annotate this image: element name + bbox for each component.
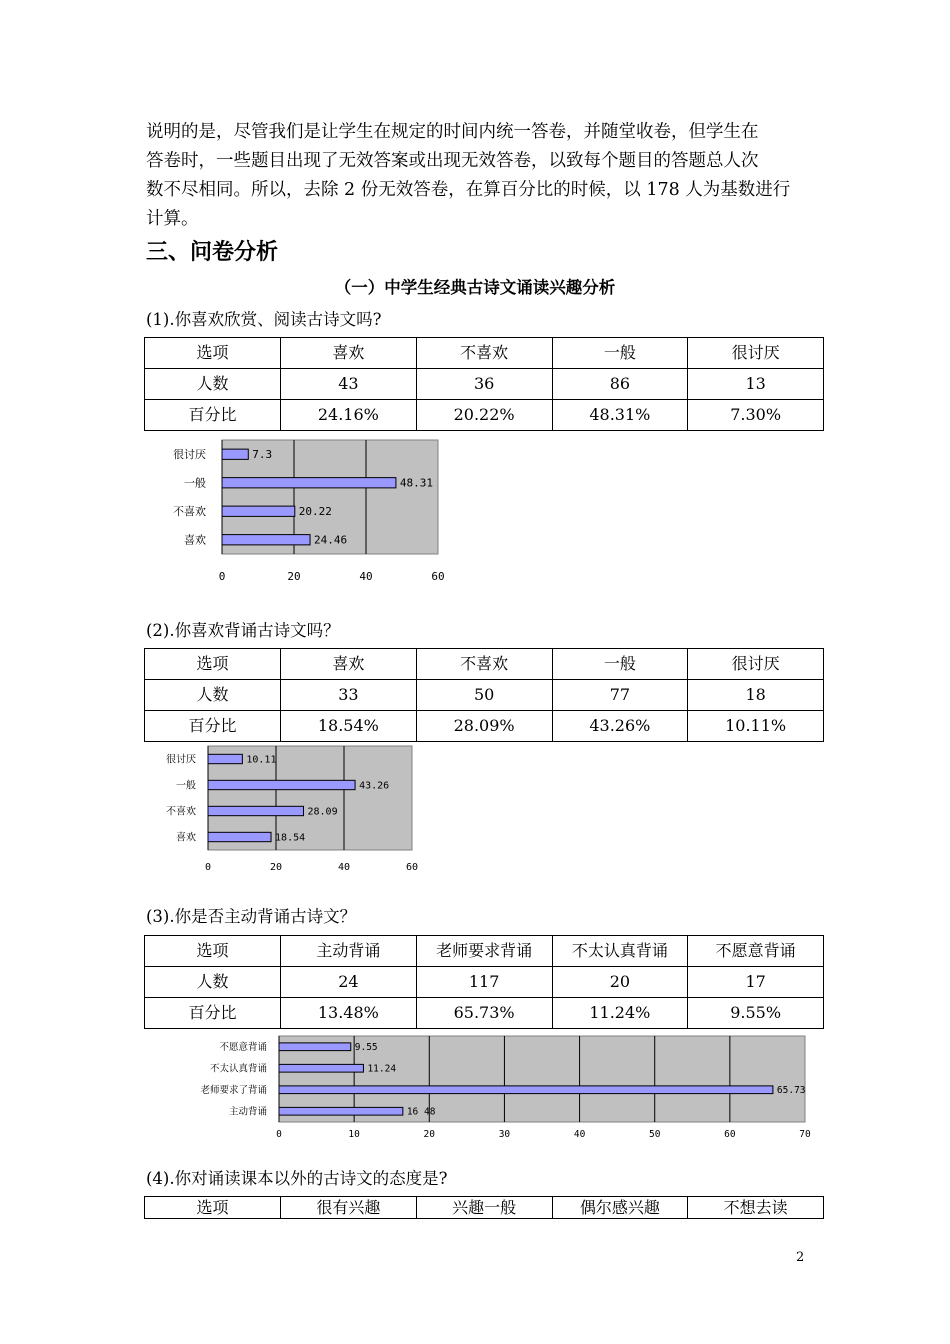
x-tick-label: 40 [359,570,373,583]
table-cell: 43 [281,369,417,400]
x-tick-label: 60 [724,1129,736,1140]
table-cell: 不想去读 [688,1197,824,1219]
x-tick-label: 0 [218,570,226,583]
question-2-table [144,648,824,742]
question-1-table [144,337,824,431]
bar [279,1086,773,1094]
table-row [145,998,824,1029]
table-cell: 48.31% [552,400,688,431]
category-label: 一般 [184,476,206,490]
table-row [145,711,824,742]
intro-line: 答卷时，一些题目出现了无效答案或出现无效答卷，以致每个题目的答题总人次 [146,151,759,171]
table-cell: 50 [416,680,552,711]
page-number: 2 [796,1250,805,1265]
data-label: 10.11 [246,754,277,766]
table-cell: 10.11% [688,711,824,742]
data-label: 11.24 [367,1063,397,1075]
bar [222,478,396,488]
table-cell: 百分比 [145,400,281,431]
subsection-title: （一）中学生经典古诗文诵读兴趣分析 [334,278,616,297]
x-tick-label: 40 [573,1129,586,1140]
x-tick-label: 40 [337,862,351,873]
intro-line: 说明的是，尽管我们是让学生在规定的时间内统一答卷，并随堂收卷，但学生在 [146,122,759,142]
x-tick-label: 30 [498,1129,511,1140]
table-cell: 很有兴趣 [281,1197,417,1219]
table-cell: 117 [416,967,552,998]
data-label: 20.22 [298,505,332,519]
x-tick-label: 60 [431,570,445,583]
data-label: 16 48 [406,1106,436,1118]
table-cell: 20.22% [416,400,552,431]
category-label: 不喜欢 [166,806,196,818]
x-tick-label: 70 [799,1129,811,1140]
table-cell: 一般 [552,649,688,680]
bar [208,780,355,789]
table-cell: 24.16% [281,400,417,431]
bar [208,806,304,815]
question-4-label: (4).你对诵读课本以外的古诗文的态度是? [146,1169,448,1188]
table-cell: 24 [281,967,417,998]
table-row [145,680,824,711]
table-cell: 9.55% [688,998,824,1029]
bar [279,1043,351,1051]
data-label: 48.31 [399,476,434,490]
table-cell: 选项 [145,936,281,967]
category-label: 老师要求了背诵 [200,1085,267,1097]
table-cell: 喜欢 [281,338,417,369]
category-label: 很讨厌 [173,448,206,462]
table-cell: 百分比 [145,998,281,1029]
data-label: 18.54 [275,832,306,844]
table-cell: 36 [416,369,552,400]
table-cell: 11.24% [552,998,688,1029]
table-header-row [145,936,824,967]
table-cell: 一般 [552,338,688,369]
question-3-table [144,935,824,1029]
category-label: 不喜欢 [173,505,206,519]
bar [222,535,310,545]
x-tick-label: 60 [405,862,419,873]
question-1-chart [146,434,466,586]
table-cell: 13 [688,369,824,400]
table-row [145,967,824,998]
table-row [145,369,824,400]
table-cell: 不太认真背诵 [552,936,688,967]
table-cell: 主动背诵 [281,936,417,967]
question-3-label: (3).你是否主动背诵古诗文？ [146,907,357,926]
data-label: 7.3 [252,448,273,462]
intro-line: 数不尽相同。所以，去除 2 份无效答卷，在算百分比的时候，以 178 人为基数进行 [146,180,791,200]
bar [222,449,248,459]
table-cell: 很讨厌 [688,649,824,680]
table-cell: 13.48% [281,998,417,1029]
table-cell: 兴趣一般 [416,1197,552,1219]
data-label: 28.09 [307,806,338,818]
x-tick-label: 20 [287,570,301,583]
table-cell: 33 [281,680,417,711]
section-title: 三、问卷分析 [146,240,279,265]
table-cell: 65.73% [416,998,552,1029]
intro-line: 计算。 [146,209,199,229]
category-label: 喜欢 [184,533,206,547]
table-cell: 18 [688,680,824,711]
table-cell: 不喜欢 [416,338,552,369]
data-label: 65.73 [776,1085,806,1097]
bar [222,506,295,516]
table-cell: 18.54% [281,711,417,742]
table-cell: 喜欢 [281,649,417,680]
table-header-row [145,338,824,369]
category-label: 不愿意背诵 [219,1042,267,1054]
bar [279,1064,363,1072]
table-cell: 偶尔感兴趣 [552,1197,688,1219]
table-cell: 不喜欢 [416,649,552,680]
x-tick-label: 20 [423,1129,436,1140]
category-label: 主动背诵 [228,1106,267,1118]
table-cell: 17 [688,967,824,998]
table-cell: 很讨厌 [688,338,824,369]
table-cell: 28.09% [416,711,552,742]
table-cell: 人数 [145,967,281,998]
bar [208,754,242,763]
bar [208,832,271,841]
question-3-chart [142,1034,832,1142]
x-tick-label: 50 [648,1129,661,1140]
table-cell: 不愿意背诵 [688,936,824,967]
table-cell: 老师要求背诵 [416,936,552,967]
table-cell: 选项 [145,1197,281,1219]
table-cell: 20 [552,967,688,998]
category-label: 一般 [176,780,196,792]
table-cell: 选项 [145,649,281,680]
data-label: 24.46 [314,533,348,547]
table-cell: 人数 [145,369,281,400]
data-label: 43.26 [359,780,390,792]
x-tick-label: 0 [276,1129,282,1140]
table-row [145,400,824,431]
question-1-label: (1).你喜欢欣赏、阅读古诗文吗? [146,310,382,329]
table-cell: 77 [552,680,688,711]
x-tick-label: 10 [348,1129,360,1140]
intro-paragraph [146,118,810,234]
table-cell: 43.26% [552,711,688,742]
category-label: 不太认真背诵 [209,1063,267,1075]
bar [279,1107,403,1115]
table-cell: 人数 [145,680,281,711]
table-cell: 百分比 [145,711,281,742]
table-cell: 选项 [145,338,281,369]
x-tick-label: 20 [269,862,283,873]
question-2-label: (2).你喜欢背诵古诗文吗？ [146,621,340,640]
x-tick-label: 0 [204,862,212,873]
category-label: 很讨厌 [166,754,196,766]
data-label: 9.55 [354,1042,378,1054]
table-cell: 86 [552,369,688,400]
table-cell: 7.30% [688,400,824,431]
category-label: 喜欢 [176,832,196,844]
question-2-chart [146,742,436,876]
table-header-row [145,649,824,680]
question-4-table [144,1196,824,1219]
table-header-row [145,1197,824,1219]
